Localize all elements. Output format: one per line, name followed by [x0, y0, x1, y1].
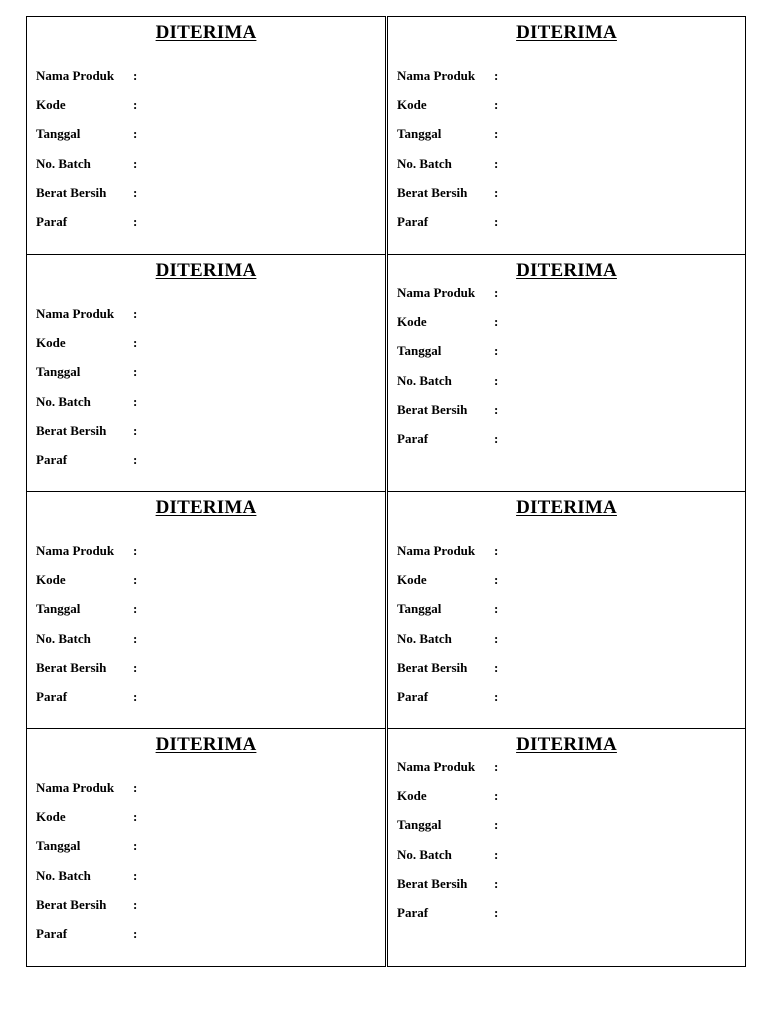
- card-title: DITERIMA: [516, 260, 617, 281]
- field-label: Berat Bersih: [36, 659, 107, 675]
- field-separator: :: [494, 126, 499, 142]
- field-row: [36, 894, 377, 923]
- field-label: Tanggal: [397, 126, 442, 142]
- field-label: No. Batch: [36, 393, 91, 409]
- label-card: [26, 16, 386, 255]
- field-label: Kode: [36, 97, 66, 113]
- field-separator: :: [133, 543, 138, 558]
- field-row: [36, 420, 377, 449]
- label-sheet: [26, 16, 746, 967]
- field-label: Paraf: [397, 213, 429, 229]
- field-row: [36, 777, 377, 806]
- field-separator: :: [133, 335, 138, 351]
- field-row: [397, 399, 737, 428]
- field-label: Nama Produk: [36, 780, 115, 795]
- field-separator: :: [133, 601, 138, 617]
- card-title: DITERIMA: [155, 260, 257, 281]
- field-separator: :: [494, 401, 499, 417]
- field-row: [397, 65, 737, 94]
- field-separator: :: [133, 184, 138, 200]
- field-label: Tanggal: [397, 601, 442, 617]
- field-list: [36, 65, 377, 240]
- field-label: Nama Produk: [36, 68, 115, 83]
- field-label: Berat Bersih: [397, 659, 468, 675]
- field-separator: :: [494, 688, 499, 704]
- field-label: No. Batch: [36, 867, 91, 883]
- field-label: No. Batch: [36, 630, 91, 646]
- field-separator: :: [133, 630, 138, 646]
- field-label: Kode: [397, 97, 427, 113]
- field-row: [397, 311, 737, 340]
- field-list: [36, 303, 377, 478]
- field-separator: :: [133, 306, 138, 321]
- label-card: [387, 728, 746, 967]
- field-label: Tanggal: [397, 343, 442, 359]
- label-card: [26, 728, 386, 967]
- field-separator: :: [494, 630, 499, 646]
- field-row: [397, 540, 737, 569]
- field-label: Paraf: [397, 904, 429, 920]
- field-row: [36, 540, 377, 569]
- field-label: Tanggal: [36, 601, 81, 617]
- field-row: [36, 361, 377, 390]
- label-card: [26, 254, 386, 492]
- field-label: Paraf: [397, 430, 429, 446]
- field-separator: :: [133, 572, 138, 588]
- field-separator: :: [133, 126, 138, 142]
- field-label: Nama Produk: [36, 543, 115, 558]
- field-row: [397, 844, 737, 873]
- card-title: DITERIMA: [155, 734, 257, 755]
- field-row: [36, 332, 377, 361]
- field-row: [36, 123, 377, 152]
- field-label: Berat Bersih: [397, 401, 468, 417]
- card-title: DITERIMA: [516, 734, 617, 755]
- field-separator: :: [494, 788, 499, 804]
- field-row: [397, 686, 737, 715]
- field-label: Kode: [397, 788, 427, 804]
- field-label: No. Batch: [397, 846, 452, 862]
- field-row: [36, 628, 377, 657]
- field-row: [36, 211, 377, 240]
- field-row: [36, 182, 377, 211]
- field-row: [36, 923, 377, 952]
- field-label: Berat Bersih: [397, 875, 468, 891]
- field-label: Tanggal: [36, 126, 81, 142]
- field-separator: :: [494, 343, 499, 359]
- field-label: Nama Produk: [397, 759, 476, 774]
- field-row: [36, 153, 377, 182]
- field-label: No. Batch: [36, 155, 91, 171]
- field-row: [397, 785, 737, 814]
- card-title: DITERIMA: [516, 22, 617, 43]
- field-separator: :: [133, 688, 138, 704]
- field-row: [397, 94, 737, 123]
- field-separator: :: [494, 659, 499, 675]
- field-row: [397, 153, 737, 182]
- field-separator: :: [494, 846, 499, 862]
- card-title: DITERIMA: [155, 22, 257, 43]
- field-label: Paraf: [36, 688, 68, 704]
- field-separator: :: [494, 601, 499, 617]
- field-separator: :: [494, 285, 499, 300]
- label-card: [387, 491, 746, 729]
- field-separator: :: [133, 925, 138, 941]
- field-label: Kode: [397, 314, 427, 330]
- field-label: Berat Bersih: [397, 184, 468, 200]
- field-label: Berat Bersih: [36, 422, 107, 438]
- field-label: Nama Produk: [397, 68, 476, 83]
- field-list: [397, 282, 737, 457]
- field-separator: :: [133, 97, 138, 113]
- field-row: [36, 686, 377, 715]
- field-separator: :: [133, 896, 138, 912]
- field-label: Paraf: [397, 688, 429, 704]
- field-label: Kode: [36, 335, 66, 351]
- field-separator: :: [494, 155, 499, 171]
- field-label: Tanggal: [36, 364, 81, 380]
- field-separator: :: [494, 213, 499, 229]
- field-label: Nama Produk: [397, 543, 476, 558]
- field-row: [397, 370, 737, 399]
- field-row: [36, 865, 377, 894]
- field-row: [397, 814, 737, 843]
- field-row: [397, 598, 737, 627]
- field-separator: :: [133, 809, 138, 825]
- field-separator: :: [494, 572, 499, 588]
- field-separator: :: [133, 68, 138, 83]
- field-row: [36, 94, 377, 123]
- field-separator: :: [133, 867, 138, 883]
- field-separator: :: [133, 364, 138, 380]
- field-separator: :: [494, 372, 499, 388]
- field-row: [397, 182, 737, 211]
- field-row: [397, 340, 737, 369]
- label-card: [387, 254, 746, 492]
- field-row: [397, 569, 737, 598]
- field-row: [36, 303, 377, 332]
- field-label: Kode: [36, 809, 66, 825]
- field-label: Paraf: [36, 213, 68, 229]
- label-card: [26, 491, 386, 729]
- field-label: Tanggal: [397, 817, 442, 833]
- field-row: [397, 428, 737, 457]
- field-separator: :: [494, 543, 499, 558]
- field-row: [397, 628, 737, 657]
- field-label: Paraf: [36, 925, 68, 941]
- field-label: No. Batch: [397, 372, 452, 388]
- field-separator: :: [494, 759, 499, 774]
- field-separator: :: [494, 817, 499, 833]
- field-row: [36, 391, 377, 420]
- field-row: [36, 65, 377, 94]
- field-label: Nama Produk: [397, 285, 476, 300]
- field-separator: :: [133, 451, 138, 467]
- card-title: DITERIMA: [516, 497, 617, 518]
- field-separator: :: [494, 184, 499, 200]
- field-row: [397, 211, 737, 240]
- field-row: [36, 598, 377, 627]
- field-separator: :: [133, 838, 138, 854]
- field-row: [397, 657, 737, 686]
- field-row: [397, 123, 737, 152]
- field-label: No. Batch: [397, 630, 452, 646]
- field-row: [397, 756, 737, 785]
- field-list: [397, 65, 737, 240]
- field-label: Tanggal: [36, 838, 81, 854]
- field-list: [36, 540, 377, 715]
- field-row: [36, 569, 377, 598]
- field-row: [36, 835, 377, 864]
- field-separator: :: [494, 904, 499, 920]
- field-separator: :: [494, 875, 499, 891]
- field-label: Nama Produk: [36, 306, 115, 321]
- field-label: Kode: [36, 572, 66, 588]
- field-label: No. Batch: [397, 155, 452, 171]
- field-separator: :: [133, 659, 138, 675]
- field-row: [397, 282, 737, 311]
- field-list: [36, 777, 377, 952]
- field-row: [36, 449, 377, 478]
- label-card: [387, 16, 746, 255]
- field-separator: :: [494, 314, 499, 330]
- card-title: DITERIMA: [155, 497, 257, 518]
- field-row: [397, 873, 737, 902]
- field-label: Berat Bersih: [36, 896, 107, 912]
- field-label: Kode: [397, 572, 427, 588]
- field-separator: :: [494, 430, 499, 446]
- field-row: [397, 902, 737, 931]
- field-separator: :: [133, 155, 138, 171]
- field-row: [36, 806, 377, 835]
- field-separator: :: [133, 213, 138, 229]
- field-separator: :: [133, 780, 138, 795]
- field-row: [36, 657, 377, 686]
- field-separator: :: [494, 97, 499, 113]
- field-separator: :: [494, 68, 499, 83]
- field-list: [397, 756, 737, 931]
- field-label: Paraf: [36, 451, 68, 467]
- field-label: Berat Bersih: [36, 184, 107, 200]
- field-separator: :: [133, 393, 138, 409]
- field-list: [397, 540, 737, 715]
- field-separator: :: [133, 422, 138, 438]
